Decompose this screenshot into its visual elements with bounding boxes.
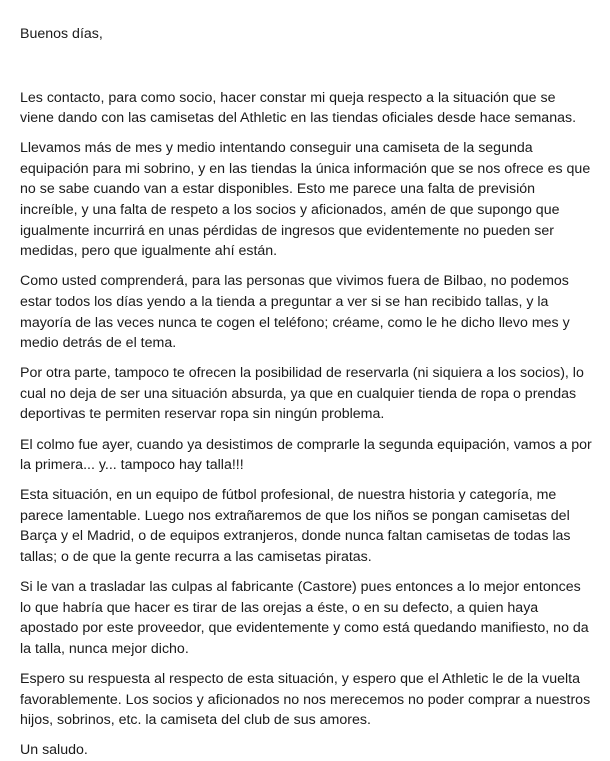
paragraph-second-kit: Llevamos más de mes y medio intentando conseguir una camiseta de la segunda equipación para mi sobrino, y en las tiendas la única información que se nos ofrece es que no se sabe cuando van a estar disponibles. Esto me parece una falta de previsión increíble, y una falta de respeto a los socios y aficionados, amén de que supongo que igualmente incurrirá en unas pérdidas de ingresos que evidentemente no pueden ser medidas, pero que igualmente ahí están.	[20, 140, 591, 260]
paragraph-response: Espero su respuesta al respecto de esta situación, y espero que el Athletic le de la vuelta favorablemente. Los socios y aficionados no nos merecemos no poder comprar a nuestros hijos, sobrinos, etc. la camiseta del club de sus amores.	[20, 670, 591, 729]
letter-body	[20, 24, 592, 761]
closing: Un saludo.	[20, 742, 88, 759]
greeting: Buenos días,	[20, 26, 103, 42]
paragraph-intro: Les contacto, para como socio, hacer constar mi queja respecto a la situación que se viene dando con las camisetas del Athletic en las tiendas oficiales desde hace semanas.	[20, 89, 577, 127]
paragraph-manufacturer: Si le van a trasladar las culpas al fabricante (Castore) pues entonces a lo mejor entonces lo que habría que hacer es tirar de las orejas a éste, o en su defecto, a quien haya apostado por este proveedor, que evidentemente y como está quedando manifiesto, no da la talla, nunca mejor dicho.	[20, 579, 589, 657]
paragraph-lamentable: Esta situación, en un equipo de fútbol profesional, de nuestra historia y categoría, me parece lamentable. Luego nos extrañaremos de que los niños se pongan camisetas del Barça y el Madrid, o de equipos extranjeros, donde nunca faltan camisetas de todas las tallas; o de que la gente recurra a las camisetas piratas.	[20, 487, 571, 565]
paragraph-reservation: Por otra parte, tampoco te ofrecen la posibilidad de reservarla (ni siquiera a los socios), lo cual no deja de ser una situación absurda, ya que en cualquier tienda de ropa o prendas deportivas te permiten reservar ropa sin ningún problema.	[20, 365, 584, 423]
paragraph-outside-bilbao: Como usted comprenderá, para las personas que vivimos fuera de Bilbao, no podemos estar todos los días yendo a la tienda a preguntar a ver si se han recibido tallas, y la mayoría de las veces nunca te cogen el teléfono; créame, como le he dicho llevo mes y medio detrás de el tema.	[20, 273, 570, 352]
paragraph-yesterday: El colmo fue ayer, cuando ya desistimos de comprarle la segunda equipación, vamos a por la primera... y... tampoco hay talla!!!	[20, 436, 592, 474]
